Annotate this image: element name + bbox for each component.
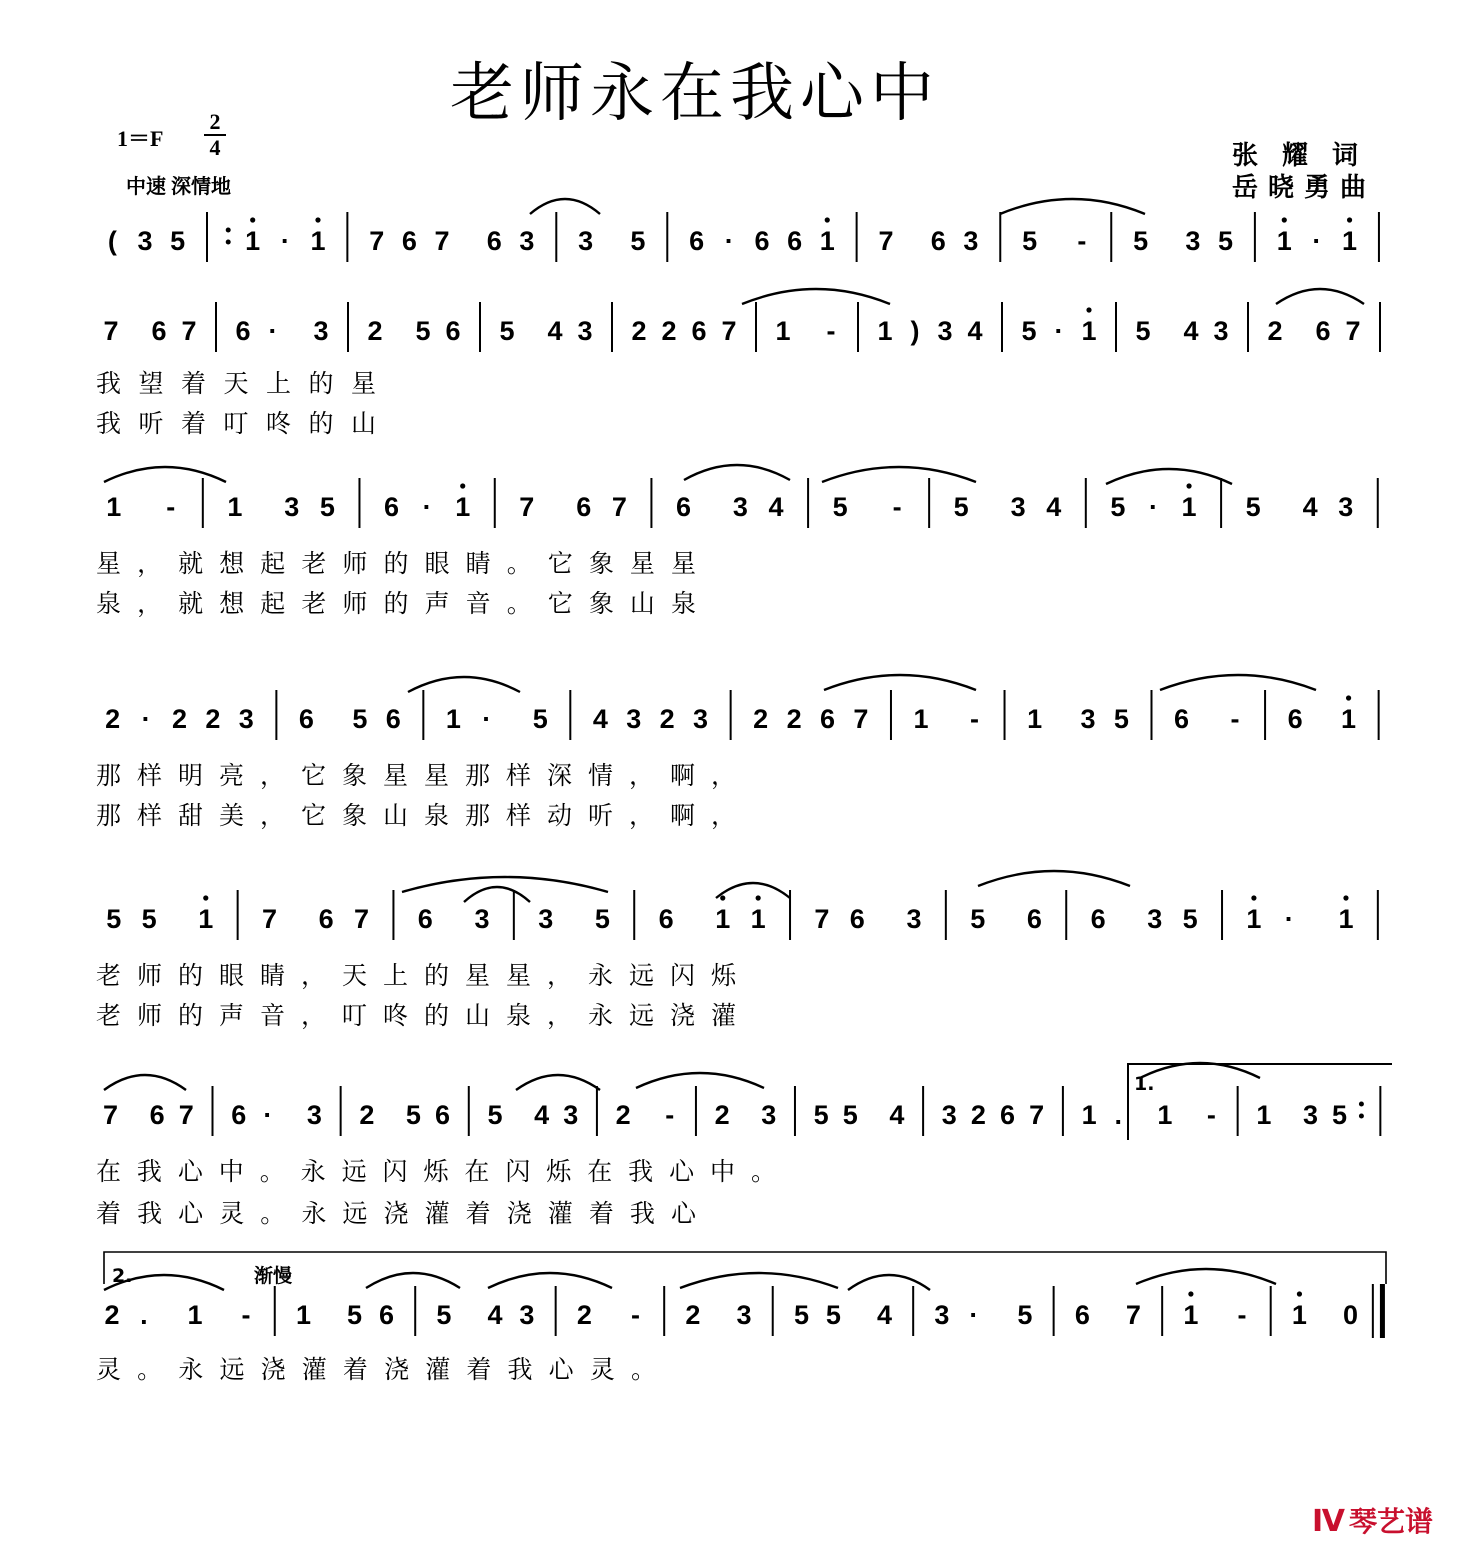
- note: 5: [405, 1100, 421, 1130]
- note: 3: [238, 704, 254, 734]
- note: ): [910, 316, 920, 346]
- note: 5: [1182, 904, 1198, 934]
- slur-arc: [516, 1075, 600, 1090]
- note: 1: [913, 704, 929, 734]
- note: 6: [1000, 1100, 1016, 1130]
- note: -: [826, 316, 836, 346]
- note: 5: [106, 904, 122, 934]
- note: -: [1237, 1300, 1247, 1330]
- note: ·: [724, 226, 734, 256]
- note: 5: [842, 1100, 858, 1130]
- note: 6: [435, 1100, 451, 1130]
- note: .: [1114, 1100, 1122, 1130]
- note: 7: [261, 904, 278, 934]
- ending-1-label: 1.: [1134, 1073, 1155, 1095]
- high-octave-dot: [1086, 307, 1091, 312]
- note: 1: [877, 316, 893, 346]
- composer-credit: 岳晓勇曲: [1232, 173, 1377, 202]
- note: 6: [754, 226, 770, 256]
- note: 4: [1302, 492, 1318, 522]
- note: 4: [547, 316, 563, 346]
- note: 3: [284, 492, 300, 522]
- note: 6: [1174, 704, 1190, 734]
- note: 3: [1213, 316, 1229, 346]
- note: 3: [474, 904, 490, 934]
- note: -: [969, 704, 979, 734]
- slur-arc: [366, 1273, 460, 1288]
- note: 3: [306, 1100, 322, 1130]
- note: 6: [231, 1100, 247, 1130]
- note: 4: [1046, 492, 1062, 522]
- note: 7: [814, 904, 830, 934]
- note: 7: [103, 316, 119, 346]
- lyric-line: 星，就想起老师的眼睛。它象星星: [96, 549, 696, 578]
- slur-arc: [1160, 675, 1316, 690]
- note: 1: [715, 904, 731, 934]
- high-octave-dot: [756, 895, 761, 900]
- note: 5: [813, 1100, 829, 1130]
- note: 3: [963, 226, 979, 256]
- ending-2-label: 2.: [112, 1265, 133, 1287]
- slur-arc: [488, 1273, 612, 1288]
- note: 6: [298, 704, 314, 734]
- note: 3: [906, 904, 922, 934]
- note: 2: [685, 1300, 701, 1330]
- note: 3: [1147, 904, 1163, 934]
- note: ·: [482, 704, 492, 734]
- note: 5: [1332, 1100, 1348, 1130]
- lyric-line: 老师的声音，叮咚的山泉，永远浇灌: [96, 1001, 737, 1030]
- repeat-dot: [1359, 1102, 1364, 1107]
- note: 2: [753, 704, 769, 734]
- note: -: [1230, 704, 1240, 734]
- note: 1: [1027, 704, 1043, 734]
- note: 4: [592, 704, 608, 734]
- note: 5: [1133, 226, 1149, 256]
- note: ·: [422, 492, 432, 522]
- note: 1: [295, 1300, 312, 1330]
- note: -: [1077, 226, 1087, 256]
- note: (: [107, 226, 117, 256]
- tempo-marking: 中速 深情地: [126, 176, 231, 198]
- note: 1: [245, 226, 261, 256]
- note: 3: [1080, 704, 1096, 734]
- note: 6: [787, 226, 803, 256]
- lyric-line: 着我心灵。永远浇灌着浇灌着我心: [96, 1199, 696, 1228]
- note: 7: [1029, 1100, 1045, 1130]
- note: 5: [352, 704, 368, 734]
- note: 7: [721, 316, 737, 346]
- slur-arc: [742, 289, 890, 304]
- note: 6: [1315, 316, 1331, 346]
- note: 6: [417, 904, 433, 934]
- note: ·: [141, 704, 151, 734]
- note: 5: [1245, 492, 1261, 522]
- note: 6: [689, 226, 705, 256]
- note: -: [892, 492, 902, 522]
- slur-arc: [1106, 469, 1232, 484]
- note: 3: [577, 316, 593, 346]
- note: 7: [611, 492, 627, 522]
- note: 1: [1256, 1100, 1272, 1130]
- high-octave-dot: [1186, 483, 1191, 488]
- note: 5: [1217, 226, 1234, 256]
- note: 1: [198, 904, 214, 934]
- slur-arc: [402, 877, 608, 892]
- note: 5: [953, 492, 969, 522]
- note: -: [1206, 1100, 1216, 1130]
- slur-arc: [104, 467, 226, 482]
- note: 1: [1157, 1100, 1173, 1130]
- note: 6: [1090, 904, 1106, 934]
- note: 1: [1246, 904, 1262, 934]
- note: 5: [319, 492, 335, 522]
- note: 6: [819, 704, 836, 734]
- note: ·: [1312, 226, 1322, 256]
- note: 7: [178, 1100, 194, 1130]
- note: 5: [630, 226, 646, 256]
- high-octave-dot: [250, 217, 255, 222]
- note: 2: [367, 316, 383, 346]
- note: 1: [1081, 1100, 1097, 1130]
- note: 2: [1267, 316, 1283, 346]
- key-signature: 1＝F: [117, 126, 164, 151]
- note: 3: [578, 226, 594, 256]
- high-octave-dot: [203, 895, 208, 900]
- note: 6: [149, 1100, 165, 1130]
- note: 3: [1185, 226, 1201, 256]
- slur-arc: [680, 1273, 838, 1288]
- note: 6: [318, 904, 334, 934]
- lyric-line: 那样明亮，它象星星那样深情，啊，: [96, 761, 737, 790]
- watermark-logo: [1312, 1500, 1433, 1540]
- note: 5: [825, 1300, 841, 1330]
- note: 4: [534, 1100, 550, 1130]
- note: 3: [538, 904, 554, 934]
- note: 3: [937, 316, 953, 346]
- ending-2-bracket: [104, 1252, 1386, 1284]
- repeat-dot: [226, 228, 231, 233]
- note: 3: [313, 316, 329, 346]
- note: 3: [736, 1300, 752, 1330]
- note: 5: [1017, 1300, 1033, 1330]
- note: ·: [969, 1300, 979, 1330]
- note: 1: [187, 1300, 203, 1330]
- lyric-line: 泉，就想起老师的声音。它象山泉: [96, 589, 696, 618]
- slur-arc: [848, 1275, 930, 1290]
- note: 7: [103, 1100, 119, 1130]
- note: 3: [934, 1300, 950, 1330]
- note: 2: [661, 316, 677, 346]
- high-octave-dot: [460, 483, 465, 488]
- note: 6: [930, 226, 946, 256]
- note: ·: [1054, 316, 1064, 346]
- note: 3: [519, 226, 535, 256]
- note: 1: [1081, 316, 1097, 346]
- note: 6: [486, 226, 502, 256]
- note: 5: [170, 226, 186, 256]
- note: 5: [499, 316, 515, 346]
- note: 6: [445, 316, 461, 346]
- slur-arc: [1140, 1063, 1260, 1078]
- note: 1: [445, 704, 461, 734]
- high-octave-dot: [1346, 695, 1351, 700]
- note: 2: [104, 1300, 120, 1330]
- note: 4: [876, 1300, 892, 1330]
- note: 3: [941, 1100, 957, 1130]
- note: 5: [487, 1100, 503, 1130]
- slur-arc: [716, 883, 790, 898]
- note: 4: [1183, 316, 1199, 346]
- slur-arc: [1000, 199, 1145, 214]
- note: 3: [137, 226, 153, 256]
- note: 5: [532, 704, 548, 734]
- note: 6: [235, 316, 251, 346]
- time-signature-bottom: 4: [204, 134, 226, 160]
- note: ·: [268, 316, 278, 346]
- note: -: [166, 492, 176, 522]
- note: 4: [967, 316, 983, 346]
- note: 5: [970, 904, 986, 934]
- high-octave-dot: [825, 217, 830, 222]
- note: 2: [615, 1100, 631, 1130]
- note: 5: [594, 904, 610, 934]
- high-octave-dot: [1347, 217, 1352, 222]
- note: 6: [385, 704, 401, 734]
- time-signature-top: 2: [209, 109, 221, 134]
- high-octave-dot: [315, 217, 320, 222]
- note: .: [140, 1300, 148, 1330]
- high-octave-dot: [1297, 1291, 1302, 1296]
- note: 1: [1181, 492, 1197, 522]
- note: 3: [563, 1100, 579, 1130]
- note: 2: [171, 704, 188, 734]
- lyric-line: 我听着叮咚的山: [96, 409, 376, 438]
- note: 7: [853, 704, 869, 734]
- note: 7: [181, 316, 197, 346]
- slur-arc: [636, 1073, 764, 1088]
- note: 2: [970, 1100, 986, 1130]
- note: 6: [691, 316, 707, 346]
- song-title: 老师永在我心中: [450, 57, 940, 131]
- high-octave-dot: [1188, 1291, 1193, 1296]
- note: 1: [1341, 704, 1357, 734]
- note: 1: [750, 904, 766, 934]
- note: 5: [793, 1300, 809, 1330]
- note: ·: [263, 1100, 273, 1130]
- note: -: [241, 1300, 251, 1330]
- note: 1: [819, 226, 835, 256]
- note: 6: [1287, 704, 1303, 734]
- high-octave-dot: [720, 895, 725, 900]
- note: 2: [105, 704, 121, 734]
- note: 6: [849, 904, 865, 934]
- repeat-dot: [226, 240, 231, 245]
- note: 5: [436, 1300, 452, 1330]
- note: 6: [675, 492, 691, 522]
- lyric-line: 那样甜美，它象山泉那样动听，啊，: [96, 801, 737, 830]
- note: 7: [1125, 1300, 1141, 1330]
- slur-arc: [978, 871, 1130, 886]
- note: 3: [761, 1100, 777, 1130]
- note: ·: [1284, 904, 1294, 934]
- note: 2: [714, 1100, 730, 1130]
- note: 7: [354, 904, 370, 934]
- note: 3: [1338, 492, 1354, 522]
- note: 5: [347, 1300, 363, 1330]
- note: 3: [519, 1300, 535, 1330]
- watermark-text: 琴艺谱: [1348, 1505, 1433, 1538]
- lyric-line: 老师的眼睛，天上的星星，永远闪烁: [96, 961, 737, 990]
- note: 5: [1022, 226, 1038, 256]
- slur-arc: [822, 467, 976, 482]
- slur-arc: [104, 1075, 186, 1090]
- slur-arc: [824, 675, 976, 690]
- note: 1: [106, 492, 122, 522]
- note: 1: [1276, 226, 1292, 256]
- note: 6: [1026, 904, 1042, 934]
- note: 2: [659, 704, 675, 734]
- logo-icon: Ⅳ: [1312, 1504, 1345, 1539]
- note: 2: [786, 704, 802, 734]
- note: 5: [832, 492, 848, 522]
- note: 7: [369, 226, 385, 256]
- high-octave-dot: [1282, 217, 1287, 222]
- note: 1: [1183, 1300, 1199, 1330]
- note: 5: [1021, 316, 1037, 346]
- lyric-line: 我望着天上的星: [96, 369, 376, 398]
- note: ·: [280, 226, 290, 256]
- note: -: [665, 1100, 675, 1130]
- note: 6: [378, 1300, 394, 1330]
- high-octave-dot: [1343, 895, 1348, 900]
- note: 3: [626, 704, 642, 734]
- note: 4: [487, 1300, 503, 1330]
- slur-arc: [684, 465, 790, 480]
- note: 6: [576, 492, 592, 522]
- slur-arc: [1136, 1269, 1276, 1284]
- note: 2: [205, 704, 221, 734]
- note: 1: [1291, 1300, 1307, 1330]
- note: 5: [415, 316, 431, 346]
- lyric-line: 在我心中。永远闪烁在闪烁在我心中。: [96, 1157, 776, 1186]
- note: 2: [359, 1100, 375, 1130]
- slur-arc: [464, 887, 530, 902]
- lyric-line: 灵。永远浇灌着浇灌着我心灵。: [96, 1355, 657, 1384]
- note: 5: [141, 904, 157, 934]
- note: 7: [434, 226, 450, 256]
- note: 5: [1135, 316, 1151, 346]
- rit-marking: 渐慢: [254, 1265, 293, 1287]
- note: 1: [310, 226, 326, 256]
- slur-arc: [408, 677, 520, 692]
- note: 2: [631, 316, 647, 346]
- note: 6: [151, 316, 167, 346]
- note: 6: [401, 226, 417, 256]
- note: 3: [693, 704, 709, 734]
- note: 4: [889, 1100, 905, 1130]
- note: 7: [1345, 316, 1361, 346]
- note: 0: [1342, 1300, 1359, 1330]
- note: 1: [1342, 226, 1358, 256]
- high-octave-dot: [1251, 895, 1256, 900]
- note: 5: [1113, 704, 1129, 734]
- note: 1: [455, 492, 471, 522]
- lyricist-credit: 张耀词: [1232, 141, 1383, 170]
- note: 4: [768, 492, 784, 522]
- slur-arc: [530, 199, 600, 214]
- note: 7: [878, 226, 894, 256]
- note: 5: [1110, 492, 1126, 522]
- note: 3: [1302, 1100, 1318, 1130]
- note: 1: [775, 316, 791, 346]
- note: 1: [1338, 904, 1354, 934]
- note: 1: [227, 492, 243, 522]
- repeat-dot: [1359, 1114, 1364, 1119]
- note: 7: [519, 492, 535, 522]
- slur-arc: [1276, 289, 1364, 304]
- note: 2: [576, 1300, 592, 1330]
- note: 6: [1074, 1300, 1090, 1330]
- note: 3: [1010, 492, 1026, 522]
- note: 3: [732, 492, 748, 522]
- note: -: [630, 1300, 640, 1330]
- note: 6: [658, 904, 674, 934]
- note: 6: [384, 492, 400, 522]
- note: ·: [1148, 492, 1158, 522]
